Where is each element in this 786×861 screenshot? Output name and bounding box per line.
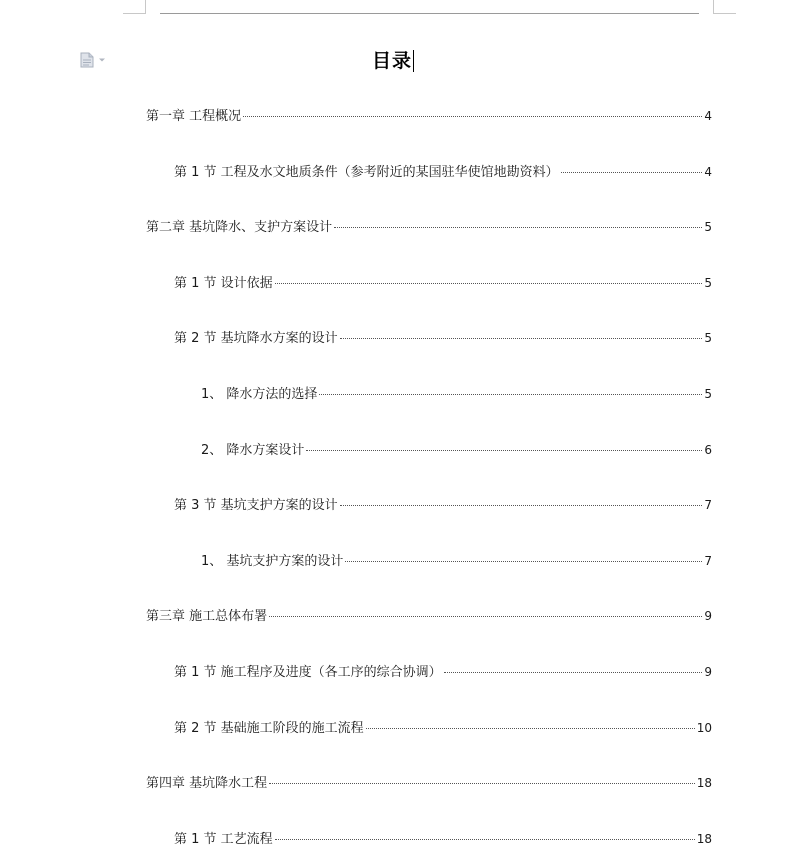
toc-leader-dots [345, 561, 702, 562]
toc-entry[interactable] [174, 274, 712, 292]
toc-entry-title: 第 1 节 工艺流程 [174, 832, 273, 847]
toc-entry-title: 第 1 节 设计依据 [174, 276, 273, 291]
toc-leader-dots [444, 672, 703, 673]
toc-leader-dots [319, 394, 702, 395]
toc-leader-dots [340, 338, 703, 339]
toc-entry[interactable] [174, 663, 712, 681]
toc-leader-dots [275, 283, 703, 284]
toc-entry-title: 第 1 节 施工程序及进度（各工序的综合协调） [174, 665, 442, 680]
toc-leader-dots [561, 172, 703, 173]
toc-entry-page-number: 18 [696, 832, 712, 846]
toc-leader-dots [275, 839, 695, 840]
toc-entry-title: 1、 基坑支护方案的设计 [201, 554, 344, 569]
toc-entry-title: 第 1 节 工程及水文地质条件（参考附近的某国驻华使馆地勘资料） [174, 165, 559, 180]
toc-entry-page-number: 9 [704, 665, 712, 679]
toc-entry[interactable] [174, 163, 712, 181]
toc-entry-page-number: 7 [704, 498, 712, 512]
toc-entry-title: 第二章 基坑降水、支护方案设计 [146, 220, 333, 235]
toc-entry-title: 第四章 基坑降水工程 [146, 776, 268, 791]
toc-entry[interactable] [174, 830, 712, 848]
toc-leader-dots [340, 505, 703, 506]
toc-entry-page-number: 7 [704, 554, 712, 568]
toc-entry[interactable] [201, 552, 712, 570]
toc-entry-title: 第 2 节 基坑降水方案的设计 [174, 331, 338, 346]
toc-entry-title: 2、 降水方案设计 [201, 443, 305, 458]
toc-entry[interactable] [146, 607, 712, 625]
toc-leader-dots [306, 450, 702, 451]
toc-entry[interactable] [174, 329, 712, 347]
toc-entry[interactable] [174, 496, 712, 514]
toc-leader-dots [269, 616, 702, 617]
toc-entry-title: 第 2 节 基础施工阶段的施工流程 [174, 721, 364, 736]
title-text: 目录 [371, 50, 412, 72]
toc-entry-title: 第 3 节 基坑支护方案的设计 [174, 498, 338, 513]
toc-entry-page-number: 5 [704, 276, 712, 290]
toc-entry-title: 第一章 工程概况 [146, 109, 242, 124]
toc-entry[interactable] [146, 774, 712, 792]
toc-entry[interactable] [201, 385, 712, 403]
toc-entry-page-number: 18 [696, 776, 712, 790]
toc-entry-page-number: 5 [704, 331, 712, 345]
toc-entry-page-number: 9 [704, 609, 712, 623]
toc-leader-dots [334, 227, 702, 228]
toc-entry[interactable] [201, 441, 712, 459]
toc-leader-dots [366, 728, 695, 729]
toc-entry[interactable] [174, 719, 712, 737]
toc-entry-page-number: 4 [704, 109, 712, 123]
toc-entry-page-number: 6 [704, 443, 712, 457]
toc-leader-dots [243, 116, 702, 117]
toc-entry-page-number: 5 [704, 220, 712, 234]
toc-entry-page-number: 10 [696, 721, 712, 735]
toc-entry-page-number: 5 [704, 387, 712, 401]
toc-entry-title: 第三章 施工总体布署 [146, 609, 268, 624]
toc-entry[interactable] [146, 218, 712, 236]
toc-entry-title: 1、 降水方法的选择 [201, 387, 318, 402]
toc-entry[interactable] [146, 107, 712, 125]
toc-entry-page-number: 4 [704, 165, 712, 179]
toc-leader-dots [269, 783, 695, 784]
